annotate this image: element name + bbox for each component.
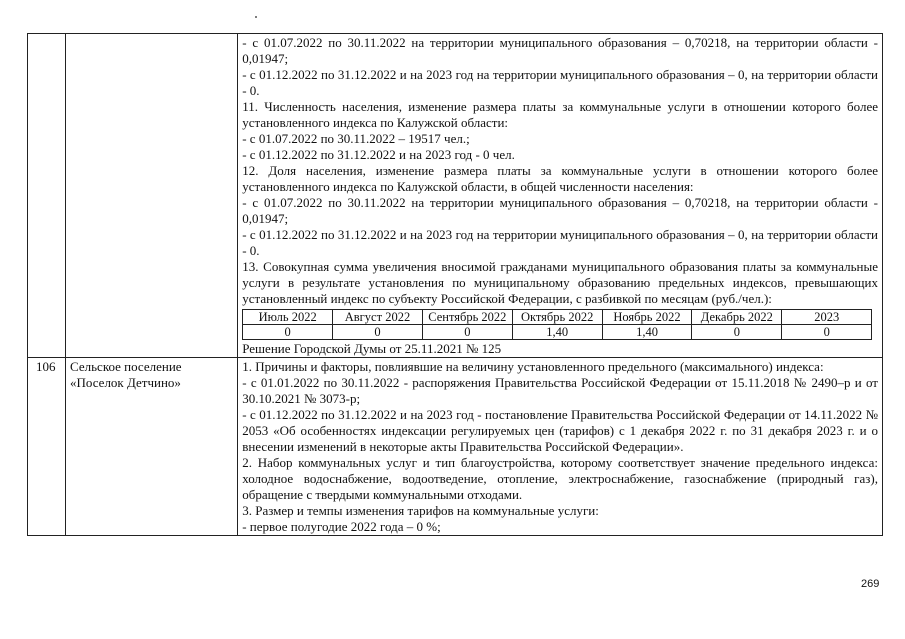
paragraph: - первое полугодие 2022 года – 0 %; [242,519,441,534]
main-table [27,33,883,536]
monthly-increase-table [242,309,872,340]
description-cell [238,34,883,358]
table-row [28,358,883,536]
decision-reference: Решение Городской Думы от 25.11.2021 № 125 [242,341,502,356]
month-header: Сентябрь 2022 [422,310,512,325]
month-value: 0 [333,325,423,340]
paragraph: - с 01.12.2022 по 31.12.2022 и на 2023 год на территории муниципального образования – 0, на территории области - 0. [242,227,878,258]
paragraph: - с 01.07.2022 по 30.11.2022 – 19517 чел.; [242,131,470,146]
month-value: 0 [243,325,333,340]
description-cell [238,358,883,536]
paragraph: - с 01.12.2022 по 31.12.2022 и на 2023 год - постановление Правительства Российской Федерации от 14.11.2022 № 2053 «Об особенностях индексации регулируемых цен (тарифов) с 1 декабря 2022 г. по 31 декабря 2023 г. и о внесении изменений в некоторые акты Правительства Российской Федерации». [242,407,878,454]
municipality-name-cell: Сельское поселение «Поселок Детчино» [66,358,238,536]
month-header: Ноябрь 2022 [602,310,692,325]
row-number-cell [28,34,66,358]
scan-speck [255,16,257,18]
paragraph: - с 01.07.2022 по 30.11.2022 на территории муниципального образования – 0,70218, на территории области - 0,01947; [242,195,878,226]
paragraph: 13. Совокупная сумма увеличения вносимой гражданами муниципального образования платы за коммунальные услуги в результате установления по муниципальному образованию предельных индексов, превышающих установленный индекс по субъекту Российской Федерации, с разбивкой по месяцам (руб./чел.): [242,259,878,306]
paragraph: - с 01.12.2022 по 31.12.2022 и на 2023 год - 0 чел. [242,147,515,162]
paragraph: - с 01.07.2022 по 30.11.2022 на территории муниципального образования – 0,70218, на территории области - 0,01947; [242,35,878,66]
table-row [28,34,883,358]
month-header: Октябрь 2022 [512,310,602,325]
month-value: 0 [692,325,782,340]
month-value: 0 [422,325,512,340]
month-header: Декабрь 2022 [692,310,782,325]
month-value: 1,40 [602,325,692,340]
page-number: 269 [861,578,880,590]
paragraph: 3. Размер и темпы изменения тарифов на коммунальные услуги: [242,503,599,518]
month-value: 1,40 [512,325,602,340]
paragraph: - с 01.12.2022 по 31.12.2022 и на 2023 год на территории муниципального образования – 0, на территории области - 0. [242,67,878,98]
month-header: Июль 2022 [243,310,333,325]
months-value-row [243,325,872,340]
month-header: 2023 [782,310,872,325]
paragraph: 12. Доля населения, изменение размера платы за коммунальные услуги в отношении которого более установленного индекса по Калужской области, в общей численности населения: [242,163,878,194]
month-header: Август 2022 [333,310,423,325]
months-header-row [243,310,872,325]
month-value: 0 [782,325,872,340]
paragraph: 1. Причины и факторы, повлиявшие на величину установленного предельного (максимального) индекса: [242,359,824,374]
row-number-cell: 106 [28,358,66,536]
paragraph: 2. Набор коммунальных услуг и тип благоустройства, которому соответствует значение предельного индекса: холодное водоснабжение, водоотведение, отопление, электроснабжение, газоснабжение (природный газ), обращение с твердыми коммунальными отходами. [242,455,878,502]
paragraph: 11. Численность населения, изменение размера платы за коммунальные услуги в отношении которого более установленного индекса по Калужской области: [242,99,878,130]
municipality-name-cell [66,34,238,358]
paragraph: - с 01.01.2022 по 30.11.2022 - распоряжения Правительства Российской Федерации от 15.11.2018 № 2490–р и от 30.10.2021 № 3073-р; [242,375,878,406]
